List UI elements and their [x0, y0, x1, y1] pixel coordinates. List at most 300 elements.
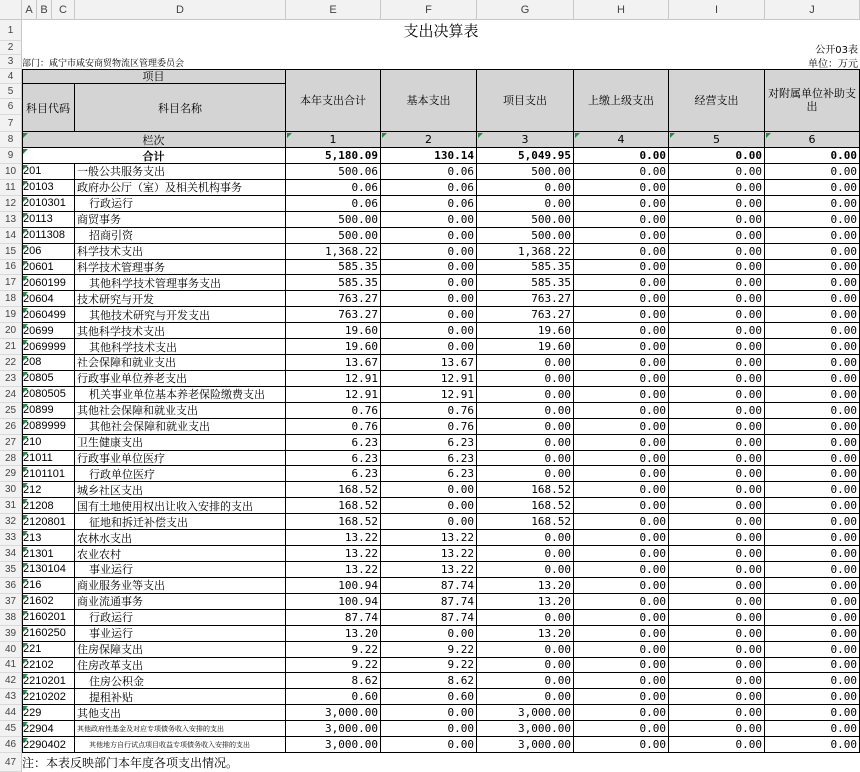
row-header-9[interactable]: 9	[0, 148, 22, 164]
table-row-code[interactable]: 2010301	[22, 196, 75, 212]
table-row-upper[interactable]: 0.00	[574, 387, 669, 403]
table-row-subsidy[interactable]: 0.00	[765, 339, 860, 355]
table-row-code[interactable]: 22102	[22, 658, 75, 674]
table-row-upper[interactable]: 0.00	[574, 403, 669, 419]
table-row-total[interactable]: 13.22	[286, 546, 381, 562]
table-row-code[interactable]: 20805	[22, 371, 75, 387]
table-row-upper[interactable]: 0.00	[574, 578, 669, 594]
table-row-basic[interactable]: 0.00	[381, 626, 477, 642]
summary-total[interactable]: 5,180.09	[286, 148, 381, 164]
table-row-total[interactable]: 9.22	[286, 658, 381, 674]
table-row-project[interactable]: 13.20	[477, 594, 574, 610]
table-row-basic[interactable]: 0.76	[381, 419, 477, 435]
column-index-3[interactable]: 3	[477, 132, 574, 148]
table-row-basic[interactable]: 0.00	[381, 228, 477, 244]
table-row-project[interactable]: 1,368.22	[477, 244, 574, 260]
table-row-upper[interactable]: 0.00	[574, 626, 669, 642]
table-row-name[interactable]: 其他地方自行试点项目收益专项债务收入安排的支出	[75, 737, 286, 753]
table-row-name[interactable]: 其他社会保障和就业支出	[75, 419, 286, 435]
table-row-operating[interactable]: 0.00	[669, 546, 765, 562]
table-row-code[interactable]: 21602	[22, 594, 75, 610]
column-index-label[interactable]: 栏次	[22, 132, 286, 148]
table-row-upper[interactable]: 0.00	[574, 673, 669, 689]
table-row-total[interactable]: 3,000.00	[286, 737, 381, 753]
table-row-basic[interactable]: 0.00	[381, 260, 477, 276]
table-row-subsidy[interactable]: 0.00	[765, 705, 860, 721]
table-row-upper[interactable]: 0.00	[574, 291, 669, 307]
table-row-upper[interactable]: 0.00	[574, 260, 669, 276]
table-row-total[interactable]: 763.27	[286, 307, 381, 323]
table-row-name[interactable]: 其他政府性基金及对应专项债务收入安排的支出	[75, 721, 286, 737]
table-row-code[interactable]: 2101101	[22, 466, 75, 482]
row-header-40[interactable]: 40	[0, 642, 22, 658]
table-row-project[interactable]: 0.00	[477, 371, 574, 387]
column-header-B[interactable]: B	[37, 0, 52, 20]
table-row-project[interactable]: 0.00	[477, 466, 574, 482]
table-row-code[interactable]: 2130104	[22, 562, 75, 578]
table-row-project[interactable]: 0.00	[477, 403, 574, 419]
table-row-basic[interactable]: 13.67	[381, 355, 477, 371]
table-row-upper[interactable]: 0.00	[574, 275, 669, 291]
table-row-name[interactable]: 农业农村	[75, 546, 286, 562]
table-row-code[interactable]: 213	[22, 530, 75, 546]
table-row-subsidy[interactable]: 0.00	[765, 307, 860, 323]
table-row-subsidy[interactable]: 0.00	[765, 689, 860, 705]
table-row-basic[interactable]: 13.22	[381, 562, 477, 578]
table-row-project[interactable]: 168.52	[477, 498, 574, 514]
summary-subsidy[interactable]: 0.00	[765, 148, 860, 164]
table-row-code[interactable]: 21208	[22, 498, 75, 514]
table-row-basic[interactable]: 6.23	[381, 435, 477, 451]
table-row-upper[interactable]: 0.00	[574, 482, 669, 498]
row-header-32[interactable]: 32	[0, 514, 22, 530]
table-row-subsidy[interactable]: 0.00	[765, 658, 860, 674]
row-header-36[interactable]: 36	[0, 578, 22, 594]
table-row-name[interactable]: 行政单位医疗	[75, 466, 286, 482]
table-row-subsidy[interactable]: 0.00	[765, 355, 860, 371]
table-row-basic[interactable]: 9.22	[381, 642, 477, 658]
table-row-upper[interactable]: 0.00	[574, 466, 669, 482]
table-row-name[interactable]: 一般公共服务支出	[75, 164, 286, 180]
table-row-upper[interactable]: 0.00	[574, 180, 669, 196]
row-header-5[interactable]: 5	[0, 84, 22, 99]
table-row-subsidy[interactable]: 0.00	[765, 451, 860, 467]
table-row-upper[interactable]: 0.00	[574, 244, 669, 260]
table-row-upper[interactable]: 0.00	[574, 323, 669, 339]
table-row-total[interactable]: 168.52	[286, 498, 381, 514]
table-row-name[interactable]: 住房公积金	[75, 673, 286, 689]
table-row-basic[interactable]: 87.74	[381, 578, 477, 594]
summary-project[interactable]: 5,049.95	[477, 148, 574, 164]
table-row-upper[interactable]: 0.00	[574, 228, 669, 244]
table-row-project[interactable]: 585.35	[477, 275, 574, 291]
table-row-total[interactable]: 0.06	[286, 180, 381, 196]
table-row-subsidy[interactable]: 0.00	[765, 291, 860, 307]
header-upper[interactable]: 上缴上级支出	[574, 69, 669, 132]
row-header-26[interactable]: 26	[0, 419, 22, 435]
column-header-G[interactable]: G	[477, 0, 574, 20]
table-row-operating[interactable]: 0.00	[669, 482, 765, 498]
table-row-upper[interactable]: 0.00	[574, 196, 669, 212]
column-header-C[interactable]: C	[52, 0, 75, 20]
table-row-operating[interactable]: 0.00	[669, 196, 765, 212]
table-row-code[interactable]: 20601	[22, 260, 75, 276]
table-row-basic[interactable]: 0.00	[381, 323, 477, 339]
table-row-operating[interactable]: 0.00	[669, 705, 765, 721]
table-row-name[interactable]: 技术研究与开发	[75, 291, 286, 307]
table-row-subsidy[interactable]: 0.00	[765, 228, 860, 244]
table-row-subsidy[interactable]: 0.00	[765, 498, 860, 514]
table-row-operating[interactable]: 0.00	[669, 164, 765, 180]
table-row-name[interactable]: 招商引资	[75, 228, 286, 244]
table-row-basic[interactable]: 0.00	[381, 482, 477, 498]
row-header-7[interactable]: 7	[0, 115, 22, 132]
row-header-21[interactable]: 21	[0, 339, 22, 355]
table-row-total[interactable]: 100.94	[286, 594, 381, 610]
table-row-basic[interactable]: 12.91	[381, 387, 477, 403]
row-header-47[interactable]: 47	[0, 753, 22, 772]
row-header-28[interactable]: 28	[0, 451, 22, 467]
header-project[interactable]: 项目支出	[477, 69, 574, 132]
column-header-H[interactable]: H	[574, 0, 669, 20]
table-row-total[interactable]: 1,368.22	[286, 244, 381, 260]
table-row-subsidy[interactable]: 0.00	[765, 610, 860, 626]
table-row-name[interactable]: 行政运行	[75, 196, 286, 212]
row-header-37[interactable]: 37	[0, 594, 22, 610]
table-row-upper[interactable]: 0.00	[574, 721, 669, 737]
table-row-upper[interactable]: 0.00	[574, 562, 669, 578]
row-header-29[interactable]: 29	[0, 466, 22, 482]
table-row-code[interactable]: 20604	[22, 291, 75, 307]
table-row-name[interactable]: 农林水支出	[75, 530, 286, 546]
table-row-operating[interactable]: 0.00	[669, 339, 765, 355]
header-item[interactable]: 项目	[22, 69, 286, 84]
table-row-operating[interactable]: 0.00	[669, 435, 765, 451]
table-row-basic[interactable]: 0.00	[381, 737, 477, 753]
row-header-41[interactable]: 41	[0, 658, 22, 674]
table-row-subsidy[interactable]: 0.00	[765, 387, 860, 403]
table-row-upper[interactable]: 0.00	[574, 371, 669, 387]
form-number[interactable]: 公开03表	[815, 44, 858, 55]
table-row-project[interactable]: 763.27	[477, 307, 574, 323]
table-row-subsidy[interactable]: 0.00	[765, 403, 860, 419]
table-row-basic[interactable]: 6.23	[381, 466, 477, 482]
table-row-upper[interactable]: 0.00	[574, 610, 669, 626]
table-row-operating[interactable]: 0.00	[669, 451, 765, 467]
table-row-name[interactable]: 行政事业单位医疗	[75, 451, 286, 467]
table-row-basic[interactable]: 13.22	[381, 530, 477, 546]
table-row-operating[interactable]: 0.00	[669, 275, 765, 291]
table-row-project[interactable]: 19.60	[477, 339, 574, 355]
table-row-upper[interactable]: 0.00	[574, 451, 669, 467]
table-row-project[interactable]: 19.60	[477, 323, 574, 339]
table-row-code[interactable]: 21011	[22, 451, 75, 467]
table-row-total[interactable]: 0.06	[286, 196, 381, 212]
table-row-basic[interactable]: 0.76	[381, 403, 477, 419]
department-label[interactable]: 部门：咸宁市咸安商贸物流区管理委员会	[22, 58, 185, 69]
table-row-subsidy[interactable]: 0.00	[765, 530, 860, 546]
table-row-operating[interactable]: 0.00	[669, 689, 765, 705]
table-row-subsidy[interactable]: 0.00	[765, 435, 860, 451]
row-header-34[interactable]: 34	[0, 546, 22, 562]
table-row-name[interactable]: 科学技术管理事务	[75, 260, 286, 276]
table-row-subsidy[interactable]: 0.00	[765, 196, 860, 212]
table-row-code[interactable]: 2069999	[22, 339, 75, 355]
table-row-operating[interactable]: 0.00	[669, 260, 765, 276]
table-row-code[interactable]: 212	[22, 482, 75, 498]
column-index-4[interactable]: 4	[574, 132, 669, 148]
row-header-25[interactable]: 25	[0, 403, 22, 419]
table-row-name[interactable]: 其他支出	[75, 705, 286, 721]
table-row-upper[interactable]: 0.00	[574, 339, 669, 355]
table-row-code[interactable]: 20899	[22, 403, 75, 419]
table-row-total[interactable]: 0.76	[286, 403, 381, 419]
table-row-subsidy[interactable]: 0.00	[765, 323, 860, 339]
table-row-subsidy[interactable]: 0.00	[765, 212, 860, 228]
table-row-basic[interactable]: 0.00	[381, 514, 477, 530]
table-row-total[interactable]: 13.67	[286, 355, 381, 371]
table-row-total[interactable]: 0.60	[286, 689, 381, 705]
table-row-project[interactable]: 13.20	[477, 626, 574, 642]
table-row-total[interactable]: 12.91	[286, 371, 381, 387]
table-row-basic[interactable]: 0.60	[381, 689, 477, 705]
row-header-15[interactable]: 15	[0, 244, 22, 260]
table-row-operating[interactable]: 0.00	[669, 721, 765, 737]
table-row-project[interactable]: 0.00	[477, 610, 574, 626]
table-row-upper[interactable]: 0.00	[574, 689, 669, 705]
column-index-2[interactable]: 2	[381, 132, 477, 148]
table-row-total[interactable]: 8.62	[286, 673, 381, 689]
table-row-upper[interactable]: 0.00	[574, 212, 669, 228]
column-index-1[interactable]: 1	[286, 132, 381, 148]
table-row-total[interactable]: 6.23	[286, 435, 381, 451]
table-row-total[interactable]: 0.76	[286, 419, 381, 435]
column-header-D[interactable]: D	[75, 0, 286, 20]
table-row-name[interactable]: 征地和拆迁补偿支出	[75, 514, 286, 530]
table-row-basic[interactable]: 0.00	[381, 291, 477, 307]
table-row-upper[interactable]: 0.00	[574, 307, 669, 323]
header-total[interactable]: 本年支出合计	[286, 69, 381, 132]
table-row-code[interactable]: 208	[22, 355, 75, 371]
row-header-24[interactable]: 24	[0, 387, 22, 403]
table-row-name[interactable]: 其他科学技术支出	[75, 323, 286, 339]
table-row-project[interactable]: 500.00	[477, 228, 574, 244]
table-row-operating[interactable]: 0.00	[669, 212, 765, 228]
table-row-operating[interactable]: 0.00	[669, 323, 765, 339]
row-header-45[interactable]: 45	[0, 721, 22, 737]
table-row-name[interactable]: 卫生健康支出	[75, 435, 286, 451]
row-header-38[interactable]: 38	[0, 610, 22, 626]
table-row-total[interactable]: 19.60	[286, 323, 381, 339]
table-row-code[interactable]: 2160250	[22, 626, 75, 642]
table-row-project[interactable]: 585.35	[477, 260, 574, 276]
header-subsidy[interactable]: 对附属单位补助支出	[765, 69, 860, 132]
table-row-upper[interactable]: 0.00	[574, 355, 669, 371]
row-header-17[interactable]: 17	[0, 275, 22, 291]
footnote[interactable]: 注：本表反映部门本年度各项支出情况。	[22, 756, 239, 770]
table-row-upper[interactable]: 0.00	[574, 705, 669, 721]
table-row-operating[interactable]: 0.00	[669, 387, 765, 403]
table-row-code[interactable]: 2290402	[22, 737, 75, 753]
table-row-name[interactable]: 科学技术支出	[75, 244, 286, 260]
row-header-18[interactable]: 18	[0, 291, 22, 307]
table-row-total[interactable]: 13.20	[286, 626, 381, 642]
table-row-total[interactable]: 87.74	[286, 610, 381, 626]
row-header-20[interactable]: 20	[0, 323, 22, 339]
table-row-operating[interactable]: 0.00	[669, 514, 765, 530]
summary-basic[interactable]: 130.14	[381, 148, 477, 164]
table-row-project[interactable]: 0.00	[477, 530, 574, 546]
table-row-operating[interactable]: 0.00	[669, 180, 765, 196]
table-row-subsidy[interactable]: 0.00	[765, 466, 860, 482]
table-row-name[interactable]: 其他社会保障和就业支出	[75, 403, 286, 419]
table-row-code[interactable]: 210	[22, 435, 75, 451]
table-row-project[interactable]: 13.20	[477, 578, 574, 594]
column-header-F[interactable]: F	[381, 0, 477, 20]
table-row-project[interactable]: 0.00	[477, 562, 574, 578]
table-row-project[interactable]: 0.00	[477, 451, 574, 467]
table-row-subsidy[interactable]: 0.00	[765, 482, 860, 498]
table-row-operating[interactable]: 0.00	[669, 594, 765, 610]
row-header-13[interactable]: 13	[0, 212, 22, 228]
table-row-name[interactable]: 提租补贴	[75, 689, 286, 705]
table-row-total[interactable]: 763.27	[286, 291, 381, 307]
table-row-operating[interactable]: 0.00	[669, 642, 765, 658]
table-row-upper[interactable]: 0.00	[574, 642, 669, 658]
table-row-subsidy[interactable]: 0.00	[765, 721, 860, 737]
table-row-code[interactable]: 201	[22, 164, 75, 180]
row-header-23[interactable]: 23	[0, 371, 22, 387]
table-row-basic[interactable]: 0.00	[381, 339, 477, 355]
table-row-basic[interactable]: 0.06	[381, 196, 477, 212]
table-row-operating[interactable]: 0.00	[669, 244, 765, 260]
table-row-operating[interactable]: 0.00	[669, 737, 765, 753]
column-header-J[interactable]: J	[765, 0, 860, 20]
table-row-upper[interactable]: 0.00	[574, 546, 669, 562]
table-row-project[interactable]: 0.00	[477, 387, 574, 403]
table-row-code[interactable]: 2210201	[22, 673, 75, 689]
table-row-total[interactable]: 168.52	[286, 514, 381, 530]
table-row-project[interactable]: 0.00	[477, 419, 574, 435]
table-row-basic[interactable]: 0.00	[381, 721, 477, 737]
row-header-27[interactable]: 27	[0, 435, 22, 451]
table-row-subsidy[interactable]: 0.00	[765, 578, 860, 594]
table-row-subsidy[interactable]: 0.00	[765, 594, 860, 610]
sheet-title[interactable]: 支出决算表	[403, 22, 479, 40]
table-row-code[interactable]: 2080505	[22, 387, 75, 403]
table-row-name[interactable]: 行政运行	[75, 610, 286, 626]
table-row-name[interactable]: 政府办公厅（室）及相关机构事务	[75, 180, 286, 196]
table-row-upper[interactable]: 0.00	[574, 594, 669, 610]
table-row-total[interactable]: 6.23	[286, 466, 381, 482]
table-row-basic[interactable]: 13.22	[381, 546, 477, 562]
table-row-subsidy[interactable]: 0.00	[765, 371, 860, 387]
row-header-8[interactable]: 8	[0, 132, 22, 148]
table-row-upper[interactable]: 0.00	[574, 658, 669, 674]
row-header-42[interactable]: 42	[0, 673, 22, 689]
table-row-basic[interactable]: 0.00	[381, 212, 477, 228]
table-row-subsidy[interactable]: 0.00	[765, 180, 860, 196]
table-row-subsidy[interactable]: 0.00	[765, 737, 860, 753]
table-row-total[interactable]: 500.06	[286, 164, 381, 180]
table-row-subsidy[interactable]: 0.00	[765, 642, 860, 658]
table-row-basic[interactable]: 0.00	[381, 244, 477, 260]
table-row-subsidy[interactable]: 0.00	[765, 673, 860, 689]
table-row-project[interactable]: 168.52	[477, 514, 574, 530]
table-row-operating[interactable]: 0.00	[669, 307, 765, 323]
row-header-4[interactable]: 4	[0, 69, 22, 84]
row-header-10[interactable]: 10	[0, 164, 22, 180]
table-row-operating[interactable]: 0.00	[669, 228, 765, 244]
summary-upper[interactable]: 0.00	[574, 148, 669, 164]
row-header-14[interactable]: 14	[0, 228, 22, 244]
table-row-name[interactable]: 其他科学技术管理事务支出	[75, 275, 286, 291]
table-row-operating[interactable]: 0.00	[669, 626, 765, 642]
table-row-operating[interactable]: 0.00	[669, 371, 765, 387]
table-row-code[interactable]: 229	[22, 705, 75, 721]
table-row-total[interactable]: 9.22	[286, 642, 381, 658]
table-row-total[interactable]: 585.35	[286, 260, 381, 276]
table-row-subsidy[interactable]: 0.00	[765, 562, 860, 578]
row-header-3[interactable]: 3	[0, 55, 22, 69]
row-header-6[interactable]: 6	[0, 99, 22, 115]
table-row-name[interactable]: 机关事业单位基本养老保险缴费支出	[75, 387, 286, 403]
header-name[interactable]: 科目名称	[75, 84, 286, 132]
table-row-subsidy[interactable]: 0.00	[765, 419, 860, 435]
table-row-code[interactable]: 221	[22, 642, 75, 658]
table-row-upper[interactable]: 0.00	[574, 530, 669, 546]
table-row-basic[interactable]: 0.00	[381, 498, 477, 514]
table-row-basic[interactable]: 0.06	[381, 164, 477, 180]
table-row-name[interactable]: 商贸事务	[75, 212, 286, 228]
summary-label[interactable]: 合计	[22, 148, 286, 164]
table-row-upper[interactable]: 0.00	[574, 419, 669, 435]
row-header-39[interactable]: 39	[0, 626, 22, 642]
table-row-project[interactable]: 0.00	[477, 689, 574, 705]
table-row-basic[interactable]: 0.00	[381, 275, 477, 291]
table-row-code[interactable]: 2120801	[22, 514, 75, 530]
table-row-subsidy[interactable]: 0.00	[765, 514, 860, 530]
table-row-name[interactable]: 事业运行	[75, 562, 286, 578]
table-row-project[interactable]: 168.52	[477, 482, 574, 498]
header-code[interactable]: 科目代码	[22, 84, 75, 132]
row-header-1[interactable]: 1	[0, 20, 22, 41]
table-row-basic[interactable]: 6.23	[381, 451, 477, 467]
row-header-19[interactable]: 19	[0, 307, 22, 323]
table-row-basic[interactable]: 12.91	[381, 371, 477, 387]
table-row-total[interactable]: 500.00	[286, 228, 381, 244]
table-row-upper[interactable]: 0.00	[574, 737, 669, 753]
table-row-code[interactable]: 2210202	[22, 689, 75, 705]
header-operating[interactable]: 经营支出	[669, 69, 765, 132]
table-row-total[interactable]: 585.35	[286, 275, 381, 291]
table-row-project[interactable]: 3,000.00	[477, 705, 574, 721]
table-row-name[interactable]: 城乡社区支出	[75, 482, 286, 498]
table-row-name[interactable]: 事业运行	[75, 626, 286, 642]
table-row-basic[interactable]: 0.00	[381, 307, 477, 323]
table-row-name[interactable]: 国有土地使用权出让收入安排的支出	[75, 498, 286, 514]
select-all-corner[interactable]	[0, 0, 22, 20]
table-row-name[interactable]: 住房保障支出	[75, 642, 286, 658]
table-row-name[interactable]: 其他技术研究与开发支出	[75, 307, 286, 323]
row-header-33[interactable]: 33	[0, 530, 22, 546]
column-header-E[interactable]: E	[286, 0, 381, 20]
table-row-total[interactable]: 168.52	[286, 482, 381, 498]
table-row-project[interactable]: 0.00	[477, 435, 574, 451]
table-row-operating[interactable]: 0.00	[669, 658, 765, 674]
row-header-16[interactable]: 16	[0, 260, 22, 276]
column-header-I[interactable]: I	[669, 0, 765, 20]
